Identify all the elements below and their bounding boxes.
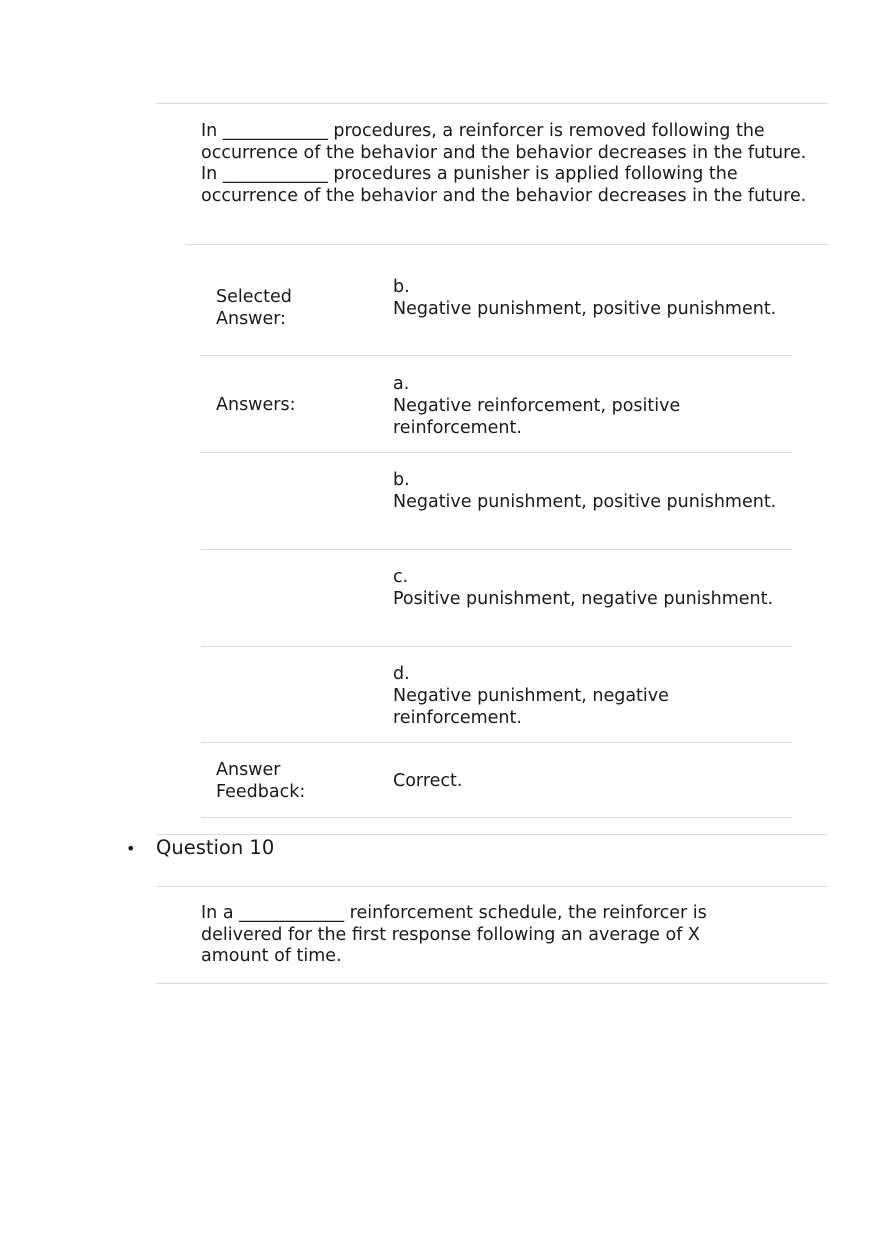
divider — [201, 452, 792, 453]
divider — [156, 103, 828, 104]
divider — [201, 355, 792, 356]
answer-letter: c. — [393, 567, 409, 587]
selected-answer — [393, 276, 783, 320]
question-text: In a ____________ reinforcement schedule, the reinforcer is delivered for the first response following an average of X amount of time. — [201, 903, 707, 966]
answer-option-b — [393, 469, 783, 513]
divider — [201, 646, 792, 647]
answer-option-d — [393, 663, 783, 729]
question-text: In ____________ procedures, a reinforcer is removed following the occurrence of the behavior and the behavior decreases in the future. In ____________ procedures a punisher is applied following the occurrence of the behavior and the behavior decreases in the future. — [201, 121, 807, 206]
answer-option-a — [393, 373, 783, 439]
answer-letter: d. — [393, 664, 410, 684]
answer-text: Negative punishment, positive punishment. — [393, 492, 777, 512]
answer-feedback: Correct. — [393, 771, 463, 791]
selected-answer-label: Selected Answer: — [216, 287, 292, 329]
answer-text: Negative punishment, positive punishment. — [393, 299, 777, 319]
answers-label: Answers: — [216, 395, 296, 415]
question-title: Question 10 — [156, 836, 275, 859]
divider — [201, 549, 792, 550]
divider — [186, 244, 828, 245]
answer-text: Negative punishment, negative reinforcement. — [393, 686, 669, 728]
divider — [156, 886, 828, 887]
divider — [156, 983, 828, 984]
divider — [201, 817, 792, 818]
answer-feedback-label: Answer Feedback: — [216, 760, 306, 802]
answer-text: Positive punishment, negative punishment. — [393, 589, 774, 609]
answer-letter: b. — [393, 470, 410, 490]
divider — [201, 742, 792, 743]
answer-option-c — [393, 566, 783, 610]
answer-letter: a. — [393, 374, 410, 394]
list-bullet: • — [126, 839, 136, 858]
divider — [156, 834, 828, 835]
answer-letter: b. — [393, 277, 410, 297]
answer-text: Negative reinforcement, positive reinforcement. — [393, 396, 681, 438]
